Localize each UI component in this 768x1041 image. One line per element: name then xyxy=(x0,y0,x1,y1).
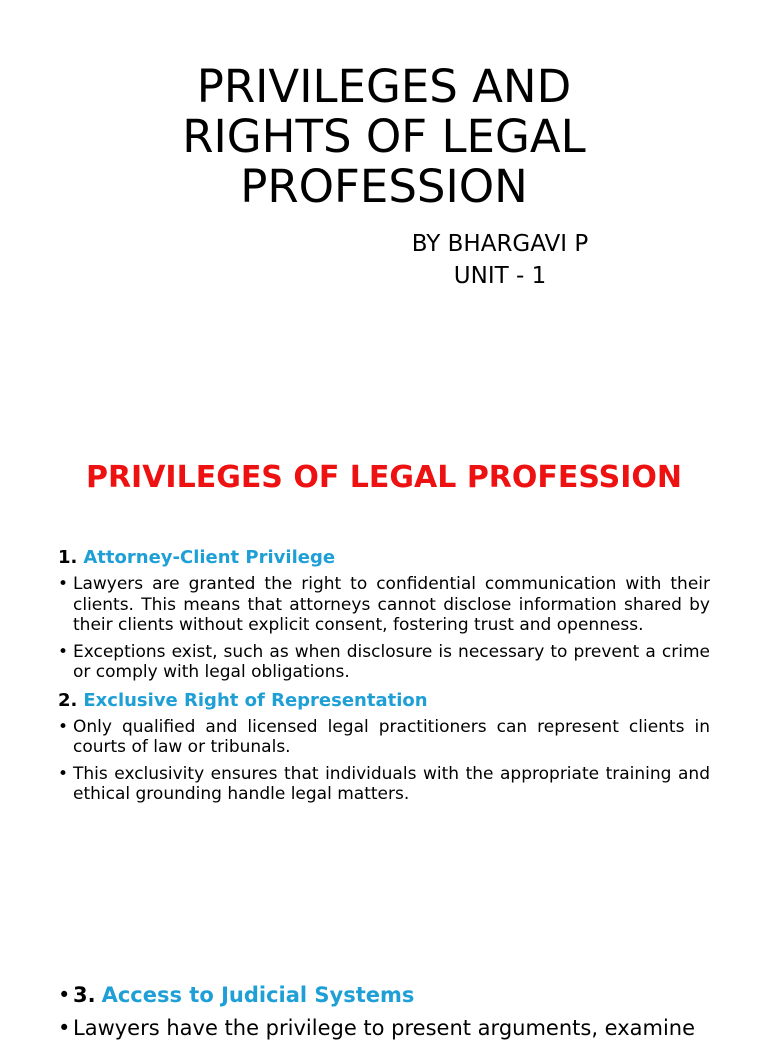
bullet-item: • Only qualified and licensed legal practitioners can represent clients in courts of law or tribunals. xyxy=(58,717,710,758)
bullet-item: • This exclusivity ensures that individuals with the appropriate training and ethical grounding handle legal matters. xyxy=(58,764,710,805)
section-title: Attorney-Client Privilege xyxy=(83,547,336,568)
slide-content xyxy=(58,546,710,811)
author-line: BY BHARGAVI P xyxy=(411,231,589,257)
section-number: 1. xyxy=(58,547,78,568)
continued-slide xyxy=(0,960,768,1040)
section-heading-2 xyxy=(58,689,710,713)
bullet-item: • Exceptions exist, such as when disclosure is necessary to prevent a crime or comply with legal obligations. xyxy=(58,642,710,683)
section-heading-3 xyxy=(58,982,414,1008)
section-heading-1 xyxy=(58,546,710,570)
unit-line: UNIT - 1 xyxy=(453,263,547,289)
bullet-list-1 xyxy=(58,574,710,683)
title-line: PRIVILEGES AND xyxy=(196,60,572,113)
privileges-slide xyxy=(0,420,768,960)
bullet-item: • Lawyers have the privilege to present arguments, examine xyxy=(58,1015,725,1041)
bullet-item: • Lawyers are granted the right to confidential communication with their clients. This means that attorneys cannot disclose information shared by their clients without explicit consent, fostering trust and openness. xyxy=(58,574,710,636)
title-slide xyxy=(0,0,768,420)
bullet-list-2 xyxy=(58,717,710,805)
section-title: Access to Judicial Systems xyxy=(101,983,415,1007)
section-number: 3. xyxy=(73,983,96,1007)
presentation-title xyxy=(0,62,768,212)
title-line: RIGHTS OF LEGAL xyxy=(182,110,586,163)
section-number: 2. xyxy=(58,689,78,711)
section-title: Exclusive Right of Representation xyxy=(83,689,428,711)
title-line: PROFESSION xyxy=(240,160,528,213)
slide-heading: PRIVILEGES OF LEGAL PROFESSION xyxy=(85,460,683,495)
presentation-subtitle xyxy=(380,228,620,292)
